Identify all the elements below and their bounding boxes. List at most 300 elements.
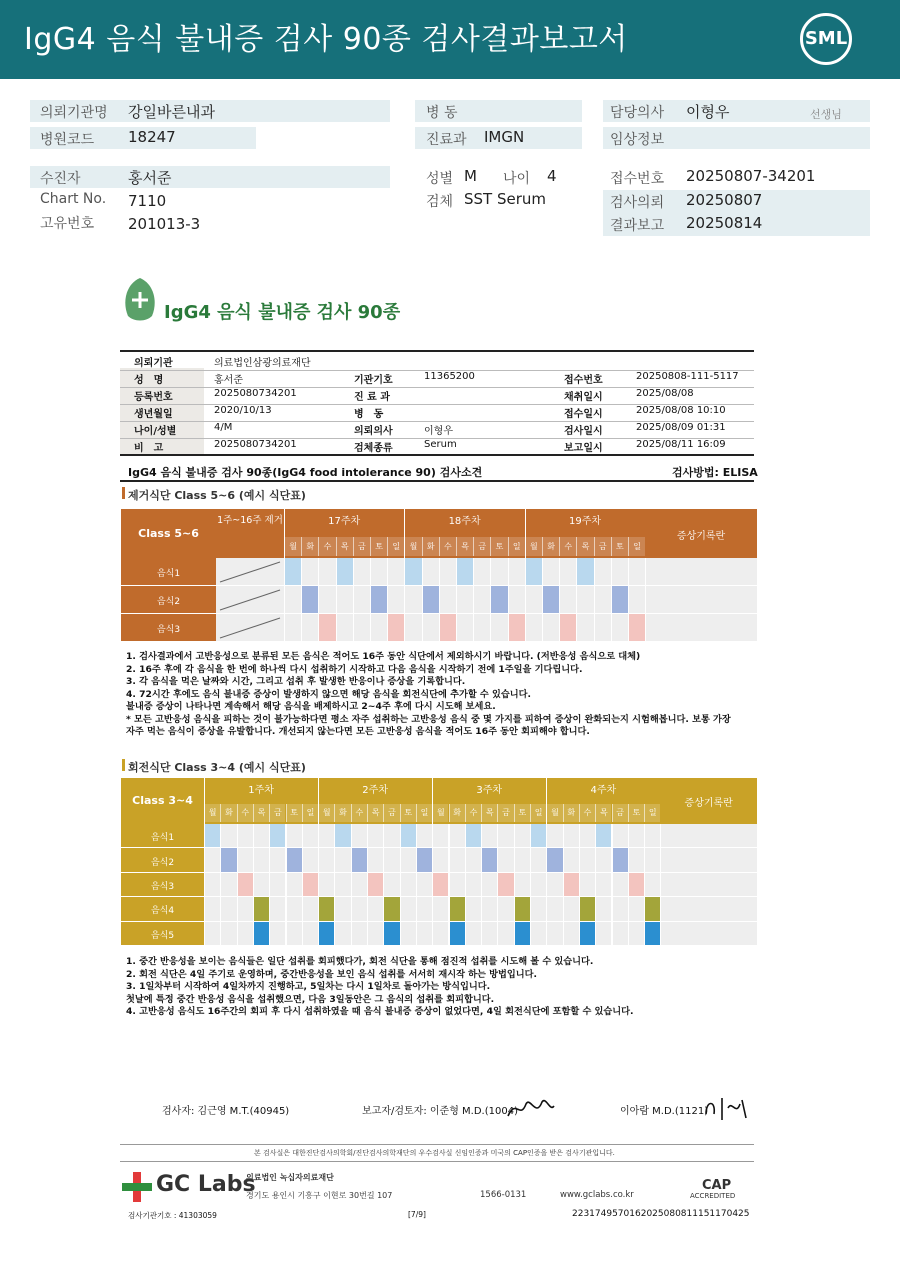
age-value: 4	[547, 167, 557, 185]
day-cell	[644, 873, 660, 897]
day-label: 금	[612, 804, 628, 822]
day-label: 금	[383, 804, 399, 822]
info-cell: 생년월일	[134, 409, 173, 420]
day-cell	[563, 824, 579, 848]
symptom-header: 증상기록란	[676, 530, 726, 542]
note-line: 3. 1일차부터 시작하여 4일차까지 진행하고, 5일차는 다시 1일차로 돌아가는 방식입니다.	[126, 981, 491, 992]
day-cell	[284, 614, 301, 642]
day-label: 목	[367, 804, 383, 822]
day-cell	[546, 897, 562, 921]
day-cell	[542, 558, 559, 586]
day-cell	[318, 558, 335, 586]
day-cell	[432, 922, 448, 946]
day-label: 금	[594, 537, 611, 557]
food-name: 음식5	[150, 930, 175, 941]
day-cell	[318, 614, 335, 642]
day-cell	[611, 558, 628, 586]
receipt-label: 접수번호	[610, 171, 665, 187]
day-cell	[456, 586, 473, 614]
info-cell: 비 고	[134, 443, 164, 454]
day-cell	[481, 897, 497, 921]
day-cell	[237, 873, 253, 897]
day-cell	[490, 586, 507, 614]
day-label: 일	[416, 804, 432, 822]
day-cell	[563, 848, 579, 872]
day-cell	[473, 614, 490, 642]
note-line: 4. 고반응성 음식도 16주간의 회피 후 다시 섭취하였을 때 음식 불내증 증상이 없었다면, 4일 회전식단에 포함할 수 있습니다.	[126, 1006, 634, 1017]
sml-logo: SML	[800, 13, 852, 65]
info-cell: 성 명	[134, 375, 164, 386]
day-cell	[439, 586, 456, 614]
request-value: 20250807	[686, 191, 763, 209]
info-cell: 등록번호	[134, 392, 173, 403]
day-cell	[530, 824, 546, 848]
rotation-diet-table	[121, 778, 757, 946]
day-cell	[432, 824, 448, 848]
dept-label: 진료과	[426, 132, 467, 148]
day-cell	[253, 824, 269, 848]
receipt-value: 20250807-34201	[686, 167, 816, 185]
day-cell	[563, 897, 579, 921]
info-cell: 기관기호	[354, 375, 393, 386]
gc-org: 의료법인 녹십자의료재단	[246, 1173, 334, 1182]
unique-value: 201013-3	[128, 215, 201, 233]
info-cell: 4/M	[214, 422, 233, 433]
symptom-cell	[660, 897, 757, 921]
day-cell	[644, 824, 660, 848]
class-label: Class 3~4	[132, 794, 193, 807]
day-cell	[576, 586, 593, 614]
food-name: 음식2	[150, 857, 175, 868]
day-cell	[387, 586, 404, 614]
day-cell	[383, 848, 399, 872]
day-cell	[612, 873, 628, 897]
day-label: 수	[465, 804, 481, 822]
day-cell	[416, 848, 432, 872]
day-cell	[301, 614, 318, 642]
day-cell	[612, 848, 628, 872]
day-cell	[628, 824, 644, 848]
info-cell: 의료법인삼광의료재단	[214, 358, 311, 369]
day-cell	[432, 848, 448, 872]
day-cell	[353, 614, 370, 642]
day-label: 일	[530, 804, 546, 822]
specimen-label: 검체	[426, 194, 454, 210]
week-label: 4주차	[590, 785, 617, 796]
day-cell	[432, 897, 448, 921]
day-cell	[253, 922, 269, 946]
day-label: 금	[473, 537, 490, 557]
day-cell	[370, 614, 387, 642]
day-cell	[334, 897, 350, 921]
day-cell	[546, 824, 562, 848]
symptom-cell	[660, 922, 757, 946]
symptom-cell	[645, 614, 757, 642]
info-cell: 진 료 과	[354, 392, 390, 403]
day-cell	[514, 897, 530, 921]
symptom-header: 증상기록란	[684, 798, 733, 809]
day-cell	[370, 558, 387, 586]
day-cell	[220, 824, 236, 848]
info-cell: 접수번호	[564, 375, 603, 386]
day-label: 수	[318, 537, 335, 557]
food-name: 음식3	[150, 882, 175, 892]
day-cell	[497, 848, 513, 872]
day-label: 목	[253, 804, 269, 822]
day-cell	[237, 897, 253, 921]
day-cell	[611, 586, 628, 614]
sex-value: M	[464, 167, 477, 185]
day-label: 토	[628, 804, 644, 822]
day-cell	[269, 848, 285, 872]
note-line: 1. 중간 반응성을 보이는 음식들은 일단 섭취를 회피했다가, 회전 식단을 통해 점진적 섭취를 시도해 볼 수 있습니다.	[126, 956, 594, 967]
website: www.gclabs.co.kr	[560, 1190, 634, 1200]
request-label: 검사의뢰	[610, 195, 665, 211]
day-cell	[400, 922, 416, 946]
day-cell	[594, 614, 611, 642]
day-label: 토	[400, 804, 416, 822]
day-label: 수	[579, 804, 595, 822]
day-cell	[514, 873, 530, 897]
day-label: 화	[220, 804, 236, 822]
day-cell	[237, 922, 253, 946]
week-label: 18주차	[448, 516, 481, 527]
day-cell	[514, 922, 530, 946]
day-label: 금	[269, 804, 285, 822]
unique-label: 고유번호	[40, 216, 95, 232]
day-label: 월	[204, 804, 220, 822]
institution-value: 강일바른내과	[128, 103, 215, 121]
day-label: 월	[404, 537, 421, 557]
day-cell	[530, 922, 546, 946]
note-line: 2. 16주 후에 각 음식을 한 번에 하나씩 다시 섭취하기 시작하고 다음 음식을 시작하기 전에 1주일을 기다립니다.	[126, 663, 583, 675]
day-cell	[253, 848, 269, 872]
row-divider	[120, 404, 754, 405]
day-cell	[334, 873, 350, 897]
day-cell	[253, 897, 269, 921]
symptom-cell	[660, 848, 757, 872]
note-line: 불내증 증상이 나타나면 계속해서 해당 음식을 배제하시고 2~4주 후에 다시 시도해 보세요.	[126, 701, 496, 712]
day-cell	[404, 614, 421, 642]
day-cell	[269, 897, 285, 921]
info-cell: 이형우	[424, 426, 453, 437]
day-label: 수	[351, 804, 367, 822]
day-cell	[456, 614, 473, 642]
day-label: 토	[611, 537, 628, 557]
day-cell	[286, 922, 302, 946]
gc-address: 경기도 용인시 기흥구 이현로 30번길 107	[246, 1191, 393, 1200]
ward-label: 병 동	[426, 105, 458, 121]
day-label: 화	[542, 537, 559, 557]
method-label: 검사방법: ELISA	[672, 466, 758, 479]
day-cell	[595, 873, 611, 897]
info-cell: 채취일시	[564, 392, 603, 403]
day-cell	[439, 558, 456, 586]
report-label: 결과보고	[610, 218, 665, 234]
day-cell	[644, 848, 660, 872]
sec2-title: 회전식단 Class 3~4 (예시 식단표)	[128, 761, 306, 774]
day-cell	[302, 824, 318, 848]
day-label: 월	[284, 537, 301, 557]
day-cell	[579, 848, 595, 872]
symptom-cell	[645, 558, 757, 586]
day-cell	[353, 586, 370, 614]
day-cell	[497, 897, 513, 921]
day-cell	[530, 848, 546, 872]
day-cell	[490, 614, 507, 642]
week-label: 19주차	[568, 516, 602, 527]
scanned-report	[118, 268, 760, 1228]
day-cell	[404, 558, 421, 586]
day-cell	[579, 824, 595, 848]
day-cell	[353, 558, 370, 586]
day-cell	[318, 824, 334, 848]
day-cell	[302, 848, 318, 872]
report-header	[0, 0, 900, 79]
day-cell	[302, 873, 318, 897]
day-cell	[481, 922, 497, 946]
row-divider	[120, 421, 754, 422]
tester-label: 검사자: 김근영 M.T.(40945)	[162, 1106, 290, 1117]
day-cell	[422, 558, 439, 586]
pre-cell	[216, 614, 284, 642]
day-cell	[579, 873, 595, 897]
note-line: 4. 72시간 후에도 음식 불내증 증상이 발생하지 않으면 해당 음식을 회전식단에 추가할 수 있습니다.	[126, 688, 531, 700]
day-cell	[370, 586, 387, 614]
doctor-suffix: 선생님	[810, 108, 842, 121]
day-cell	[497, 873, 513, 897]
day-cell	[514, 848, 530, 872]
doctor-label: 담당의사	[610, 105, 665, 121]
gc-labs-logo: GC Labs	[156, 1172, 256, 1197]
institution-label: 의뢰기관명	[40, 105, 108, 121]
day-label: 목	[336, 537, 353, 557]
day-cell	[318, 848, 334, 872]
day-label: 월	[546, 804, 562, 822]
day-label: 일	[302, 804, 318, 822]
day-cell	[367, 922, 383, 946]
day-cell	[318, 897, 334, 921]
info-cell: 홍서준	[214, 375, 243, 386]
reporter-label: 보고자/검토자: 이준형 M.D.(1004)	[362, 1106, 518, 1117]
leaf-logo-icon	[122, 278, 158, 324]
row-divider	[120, 387, 754, 388]
day-label: 월	[525, 537, 542, 557]
day-cell	[301, 586, 318, 614]
day-cell	[481, 848, 497, 872]
day-cell	[628, 586, 645, 614]
day-cell	[404, 586, 421, 614]
day-cell	[546, 873, 562, 897]
day-cell	[628, 873, 644, 897]
cap-logo: CAP	[702, 1178, 732, 1193]
info-cell: 보고일시	[564, 443, 603, 454]
day-cell	[449, 824, 465, 848]
day-cell	[302, 897, 318, 921]
day-cell	[559, 586, 576, 614]
day-cell	[465, 824, 481, 848]
day-label: 일	[644, 804, 660, 822]
day-cell	[525, 586, 542, 614]
day-cell	[473, 558, 490, 586]
sec1-title: 제거식단 Class 5~6 (예시 식단표)	[128, 489, 306, 502]
gc-cross-icon	[122, 1172, 152, 1202]
day-cell	[336, 558, 353, 586]
day-cell	[336, 614, 353, 642]
info-cell: 2025/08/09 01:31	[636, 422, 726, 433]
day-cell	[546, 922, 562, 946]
day-cell	[334, 922, 350, 946]
day-cell	[579, 922, 595, 946]
day-cell	[351, 848, 367, 872]
scan-title: IgG4 음식 불내증 검사 90종	[164, 302, 401, 323]
info-cell: 나이/성별	[134, 426, 177, 437]
day-cell	[204, 922, 220, 946]
day-label: 목	[456, 537, 473, 557]
day-label: 일	[387, 537, 404, 557]
info-cell: Serum	[424, 439, 457, 450]
note-line: 1. 검사결과에서 고반응성으로 분류된 모든 음식은 적어도 16주 동안 식단에서 제외하시기 바랍니다. (저반응성 음식으로 대체)	[126, 651, 641, 662]
day-cell	[416, 922, 432, 946]
info-cell: 접수일시	[564, 409, 603, 420]
class-label: Class 5~6	[138, 526, 199, 540]
day-cell	[546, 848, 562, 872]
day-cell	[449, 848, 465, 872]
day-cell	[612, 922, 628, 946]
age-label: 나이	[503, 171, 531, 187]
day-cell	[367, 873, 383, 897]
symptom-cell	[660, 824, 757, 848]
phone-number: 1566-0131	[480, 1190, 527, 1200]
week-label: 1주차	[248, 785, 274, 796]
info-cell: 2025080734201	[214, 388, 297, 399]
day-cell	[473, 586, 490, 614]
report-title: IgG4 음식 불내증 검사 90종 검사결과보고서	[24, 22, 628, 57]
dept-value: IMGN	[484, 128, 525, 146]
day-cell	[449, 873, 465, 897]
day-cell	[416, 873, 432, 897]
day-cell	[220, 922, 236, 946]
page-number: [7/9]	[408, 1210, 426, 1219]
barcode-number: 2231749570162025080811151170425	[572, 1209, 750, 1219]
day-cell	[383, 897, 399, 921]
day-cell	[449, 922, 465, 946]
day-cell	[351, 873, 367, 897]
day-cell	[400, 873, 416, 897]
info-cell: 검체종류	[354, 443, 393, 454]
day-cell	[204, 824, 220, 848]
hospital-code-label: 병원코드	[40, 132, 95, 148]
day-cell	[542, 586, 559, 614]
day-cell	[644, 922, 660, 946]
day-cell	[644, 897, 660, 921]
day-cell	[220, 897, 236, 921]
day-cell	[439, 614, 456, 642]
day-cell	[286, 848, 302, 872]
day-label: 토	[490, 537, 507, 557]
day-cell	[336, 586, 353, 614]
day-cell	[237, 848, 253, 872]
week-label: 2주차	[362, 785, 388, 796]
info-cell: 2020/10/13	[214, 405, 272, 416]
row-divider	[120, 438, 754, 439]
day-cell	[542, 614, 559, 642]
day-cell	[286, 873, 302, 897]
day-cell	[253, 873, 269, 897]
info-cell: 의뢰기관	[134, 358, 173, 369]
week-label: 17주차	[328, 516, 361, 527]
day-cell	[611, 614, 628, 642]
note-line: 첫날에 특정 중간 반응성 음식을 섭취했으면, 다음 3일동안은 그 음식의 섭취를 회피합니다.	[126, 993, 495, 1005]
day-cell	[204, 873, 220, 897]
day-cell	[351, 897, 367, 921]
day-cell	[204, 848, 220, 872]
day-cell	[490, 558, 507, 586]
row-divider	[120, 370, 754, 371]
day-cell	[508, 558, 525, 586]
day-label: 토	[370, 537, 387, 557]
day-cell	[334, 848, 350, 872]
day-label: 일	[628, 537, 645, 557]
day-cell	[508, 586, 525, 614]
day-label: 수	[559, 537, 576, 557]
day-label: 목	[576, 537, 593, 557]
day-cell	[301, 558, 318, 586]
day-label: 토	[514, 804, 530, 822]
day-cell	[595, 848, 611, 872]
week-label: 3주차	[476, 785, 503, 796]
day-cell	[286, 824, 302, 848]
day-cell	[628, 558, 645, 586]
day-cell	[269, 922, 285, 946]
day-cell	[612, 824, 628, 848]
day-cell	[351, 922, 367, 946]
pre-cell	[216, 558, 284, 586]
day-cell	[220, 873, 236, 897]
day-label: 수	[439, 537, 456, 557]
day-cell	[628, 897, 644, 921]
day-cell	[563, 922, 579, 946]
day-label: 화	[422, 537, 439, 557]
pre-elimination-label: 1주~16주 제거	[217, 515, 283, 526]
signature-2-icon	[702, 1094, 752, 1122]
day-cell	[481, 873, 497, 897]
day-cell	[612, 897, 628, 921]
day-cell	[383, 824, 399, 848]
info-cell: 20250808-111-5117	[636, 371, 739, 382]
day-cell	[387, 614, 404, 642]
day-cell	[416, 824, 432, 848]
day-cell	[530, 897, 546, 921]
day-cell	[525, 614, 542, 642]
day-label: 화	[334, 804, 350, 822]
day-label: 화	[301, 537, 318, 557]
food-name: 음식2	[156, 597, 181, 607]
day-cell	[465, 897, 481, 921]
day-label: 토	[286, 804, 302, 822]
day-cell	[422, 614, 439, 642]
day-cell	[400, 824, 416, 848]
inst-number: 검사기관기호 : 41303059	[128, 1211, 217, 1220]
result-title: IgG4 음식 불내증 검사 90종(IgG4 food intolerance 90) 검사소견	[128, 466, 483, 479]
day-cell	[204, 897, 220, 921]
day-cell	[318, 922, 334, 946]
doctor-value: 이형우	[686, 103, 730, 121]
specimen-value: SST Serum	[464, 190, 547, 208]
day-cell	[576, 614, 593, 642]
day-cell	[594, 586, 611, 614]
info-cell: 2025080734201	[214, 439, 297, 450]
